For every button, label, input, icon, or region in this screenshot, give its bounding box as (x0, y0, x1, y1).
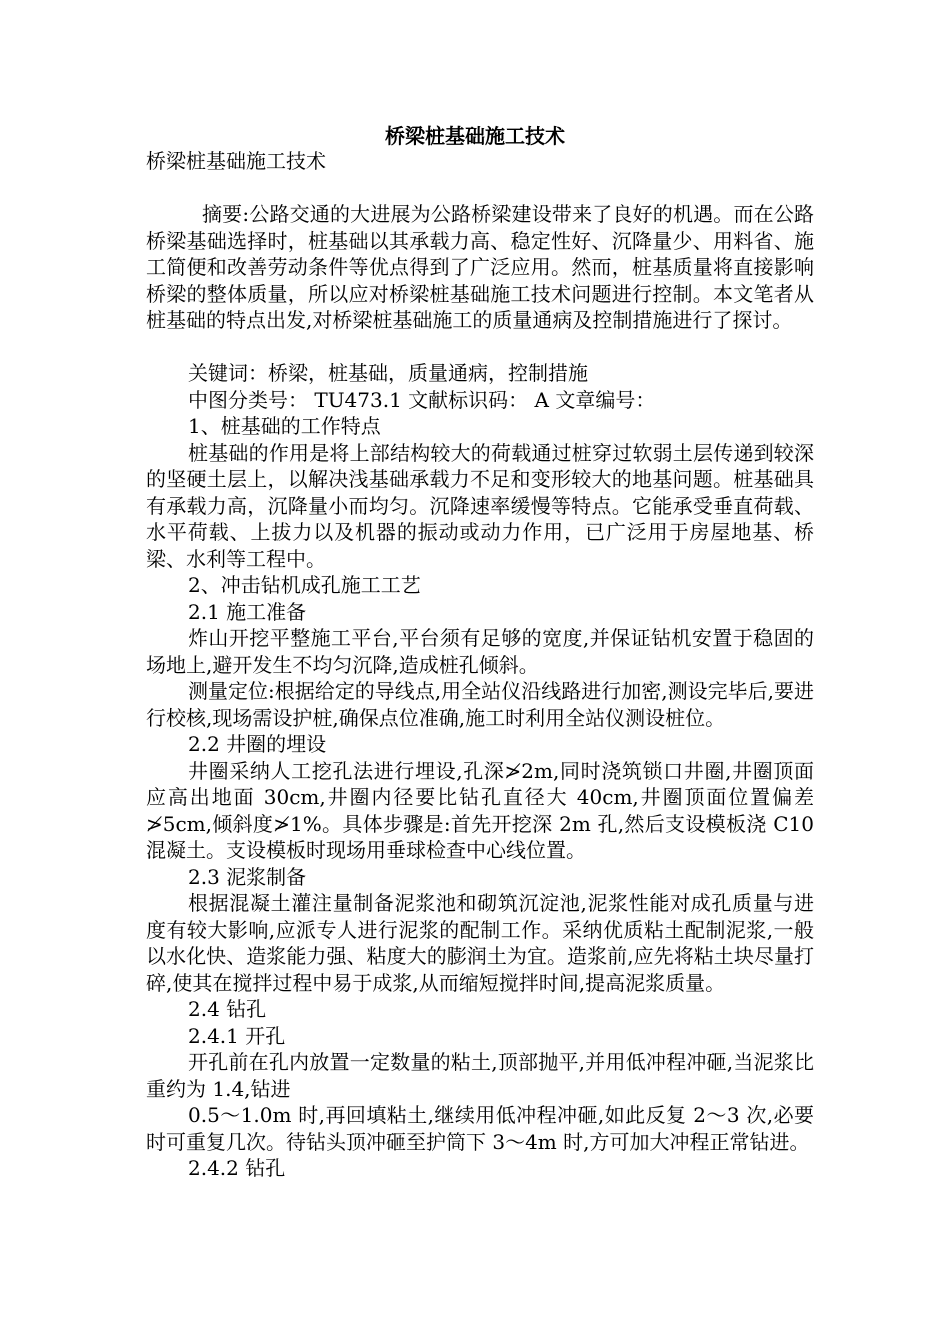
abstract-paragraph: 摘要:公路交通的大进展为公路桥梁建设带来了良好的机遇。而在公路桥梁基础选择时，桩基础以其承载力高、稳定性好、沉降量少、用料省、施工简便和改善劳动条件等优点得到了广泛应用。然而，桩基质量将直接影响桥梁的整体质量，所以应对桥梁桩基础施工技术问题进行控制。本文笔者从桩基础的特点出发,对桥梁桩基础施工的质量通病及控制措施进行了探讨。 (146, 202, 814, 332)
body-paragraph: 开孔前在孔内放置一定数量的粘土,顶部抛平,并用低冲程冲砸,当泥浆比重约为 1.4,钻进 (146, 1050, 814, 1101)
body-paragraph: 测量定位:根据给定的导线点,用全站仪沿线路进行加密,测设完毕后,要进行校核,现场需设护桩,确保点位准确,施工时利用全站仪测设桩位。 (146, 679, 814, 730)
keywords-line: 关键词：桥梁，桩基础，质量通病，控制措施 (188, 361, 588, 385)
section-heading: 2、冲击钻机成孔施工工艺 (188, 573, 421, 597)
document-title: 桥梁桩基础施工技术 (385, 124, 565, 148)
section-heading: 1、桩基础的工作特点 (188, 414, 381, 438)
subsection-heading: 2.4.2 钻孔 (188, 1156, 286, 1180)
subsection-heading: 2.1 施工准备 (188, 599, 307, 624)
subsection-heading: 2.2 井圈的埋设 (188, 732, 327, 756)
body-paragraph: 井圈采纳人工挖孔法进行埋设,孔深≯2m,同时浇筑锁口井圈,井圈顶面应高出地面 30cm,井圈内径要比钻孔直径大 40cm,井圈顶面位置偏差≯5cm,倾斜度≯1%。具体步骤是:首先开挖深 2m 孔,然后支设模板浇 C10 混凝土。支设模板时现场用垂球检查中心线位置。 (146, 758, 814, 862)
subsection-heading: 2.4.1 开孔 (188, 1023, 286, 1048)
document-subtitle: 桥梁桩基础施工技术 (146, 149, 326, 173)
document-body (146, 148, 814, 1182)
body-paragraph: 0.5～1.0m 时,再回填粘土,继续用低冲程冲砸,如此反复 2～3 次,必要时可重复几次。待钻头顶冲砸至护筒下 3～4m 时,方可加大冲程正常钻进。 (146, 1103, 814, 1154)
body-paragraph: 根据混凝土灌注量制备泥浆池和砌筑沉淀池,泥浆性能对成孔质量与进度有较大影响,应派专人进行泥浆的配制工作。采纳优质粘土配制泥浆,一般以水化快、造浆能力强、粘度大的膨润土为宜。造浆前,应先将粘土块尽量打碎,使其在搅拌过程中易于成浆,从而缩短搅拌时间,提高泥浆质量。 (146, 891, 814, 995)
subsection-heading: 2.3 泥浆制备 (188, 864, 307, 889)
spacer (146, 334, 814, 361)
body-paragraph: 桩基础的作用是将上部结构较大的荷载通过桩穿过软弱土层传递到较深的坚硬土层上，以解决浅基础承载力不足和变形较大的地基问题。桩基础具有承载力高，沉降量小而均匀。沉降速率缓慢等特点。它能承受垂直荷载、水平荷载、上拔力以及机器的振动或动力作用，已广泛用于房屋地基、桥梁、水利等工程中。 (146, 440, 814, 571)
subsection-heading: 2.4 钻孔 (188, 997, 267, 1021)
spacer (146, 175, 814, 202)
body-paragraph: 炸山开挖平整施工平台,平台须有足够的宽度,并保证钻机安置于稳固的场地上,避开发生不均匀沉降,造成桩孔倾斜。 (146, 626, 814, 677)
classification-line: 中图分类号： TU473.1 文献标识码： A 文章编号： (188, 387, 656, 412)
